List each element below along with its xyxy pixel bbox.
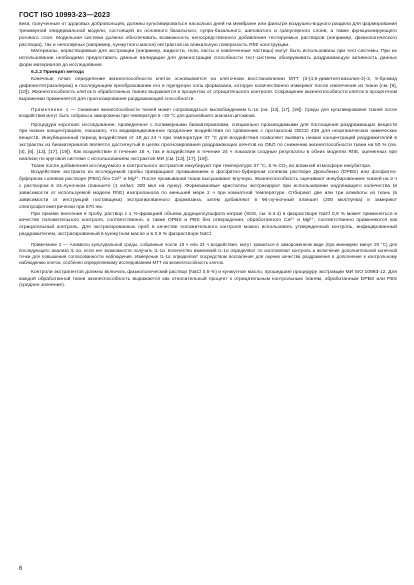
paragraph: Воздействие экстракта из исследуемой пробы прекращают промыванием в фосфатно-буферном солевом растворе Дюльбекко (DPBS) или фосфатно-буферном солевом растворе (PBS) без Ca²⁺ и Mg²⁺. После промывания ткани высушивают впучную. Жизнеспособность оценивают инкубированием тканей на 3 ч с раствором в 24-луночном планшете (1 мг/мл; 300 мкл на лунку). Формазановые кристаллы экстрагируют при использовании надлежащего количества (в зависимости от используемой модели RhE) изопропанола по меньшей мере 2 ч при комнатной температуре. Отбирают две или три аликвоты из ткань (в зависимости от инструкций поставщика) экстрагированного формазана, затем добавляют в 96-лучночный планшет (200 мкл/лунка) и замеряют спектрофотометрически при 570 нм.	[19, 170, 397, 210]
paragraph: века, полученные от здоровых добровольцев, должны культивироваться насколько дней на мембране или фильтре воздушно-водного раздела для формирования трехмерной эпидермальной модели, состоящей из основного базального, супра-базального, шиповатого и гранулярного слоев, а также функционирующего рогового слоя. Модельная система должна обеспечивать возможность непосредственного добавления тестируемых растворов (например, физиологического раствора), так и неполярных (например, кунжутного масла) экстрактов на апикальную поверхность RhE конструкции.	[19, 22, 397, 48]
note-text: — Снижение жизнеспособности тканей может сопровождаться высвобождением IL-1α (см. [13], [17], [19]). Среды для культивирования тканей после воздействия могут быть собраны и заморожены при температуре в −20 °С для дальнейшего анализа цитокинов.	[19, 107, 398, 119]
section-heading: 6.2.2 Принцип метода	[31, 69, 84, 75]
page-number: 6	[19, 566, 23, 572]
note-label: Примечание 1	[31, 107, 69, 113]
note-2	[19, 242, 397, 267]
standard-header: ГОСТ ISO 10993-23—2023	[19, 10, 111, 19]
paragraph: Ткани после добавления исследуемого и контрольного экстрактов инкубируют при температуре 37 °С, 5 % СО₂ во влажной атмосфере инкубатора.	[31, 163, 372, 169]
paragraph: Конечные точки: определение жизнеспособности клеток основывается на клеточном восстановлении МТТ (3-(4,5-диметилтиазолил-2)-2, 5-бромид дифенилтетразолиума) и последующем преобразовании его в пурпурную соль формазана, которую количественно измеряют после извлечения из ткани (см. [9], [10]). Жизнеспособность клеток в обработанных тканях выражается в процентах от отрицательного контроля. Сокращение жизнеспособности клеток в процентном выражении применяется для прогнозирования раздражающей способности.	[19, 76, 397, 103]
paragraph: Материалы, нерастворимые для экстракции (например, жидкости, гели, пасты и извлеченные частицы) могут быть использованы при тест-системы. При их использовании необходимо предоставить данные валидации для демонстрации способности тест-системы обнаруживать раздражающую активность данных форм материалов до исследования.	[19, 49, 397, 69]
document-body	[19, 22, 397, 290]
note-text: — Аликвоты культуральной среды, собранные после 18 ч или 24 ч воздействия, могут храниться в замороженном виде (при минимуме минус 20 °С) для последующего анализа IL-1α, если нет возможности получить IL-1α. Количество изменений IL-1α определяют по изготовляют контроль и включение дополнительной конечной точки для повышения согласованности наблюдения. Измерение IL-1α определяют посредством воспаления для оценки качества раздражения в дополнение к контрольному наблюдению клеток, особенно определяемому исследованием МТТ на жизнеспособность клеток.	[19, 241, 397, 266]
note-1	[19, 107, 397, 119]
paragraph: Процедура короткая: исследование, проведенное с полимерными биоматериалами, специально производимыми для поглощения раздражающих веществ при низких концентрациях, показало, что модифицированное продление воздействия по сравнению с протоколом OECD 439 для неорганических химических веществ. Инкубационный период воздействия от 18 до 24 ч при температуре 37 °С для воздействия позволяет выявить низких концентраций раздражителей в экстрактах из биоматериалов является достигнутый в целях прогнозирования раздражающих агентов из ОБО по снижению жизнеспособности ткани на 50 % (см. [4], [6], [13], [17], [19]). Как воздействие в течение 18 ч, так и воздействие в течение 24 ч показали сходные результаты в обеих моделях RhE, оцененных при анализе по круговой системе с использованием экстрактов МИ (см. [13], [17], [19]).	[19, 122, 397, 162]
paragraph: При приеме внесения в пробу, раствор с 1 %-фракцией объема додецилсульфата натрия (SDS, см. 6.4.4) в физрастворе NaCl 0,9 % может применяться в качестве положительного контроля, соответственно, а также DPBS и PBS без отверждения, обработанного Ca²⁺ и Mg²⁺, соответственно применяются как отрицательный контроль. Для экстрагированных проб в качестве положительного контроля можно использовать утвержденный контроль, инфицированный раздражителем, экстрагированный в кунжутном масле и в 0,9 % физрастворе NaCl.	[19, 211, 397, 238]
paragraph: Контроли экстрагентов должны включать физиологический раствор (NaCl 0,9 %) и кунжутное масло, прошедшие процедуру экстракции МИ ISO 10993-12. Для каждой обработанной ткани жизнеспособность выражается как относительный процент к отрицательным контрольным тканям, обработанным DPBS или PBS (среднее значение).	[19, 269, 397, 289]
note-label: Примечание 2	[31, 241, 62, 247]
